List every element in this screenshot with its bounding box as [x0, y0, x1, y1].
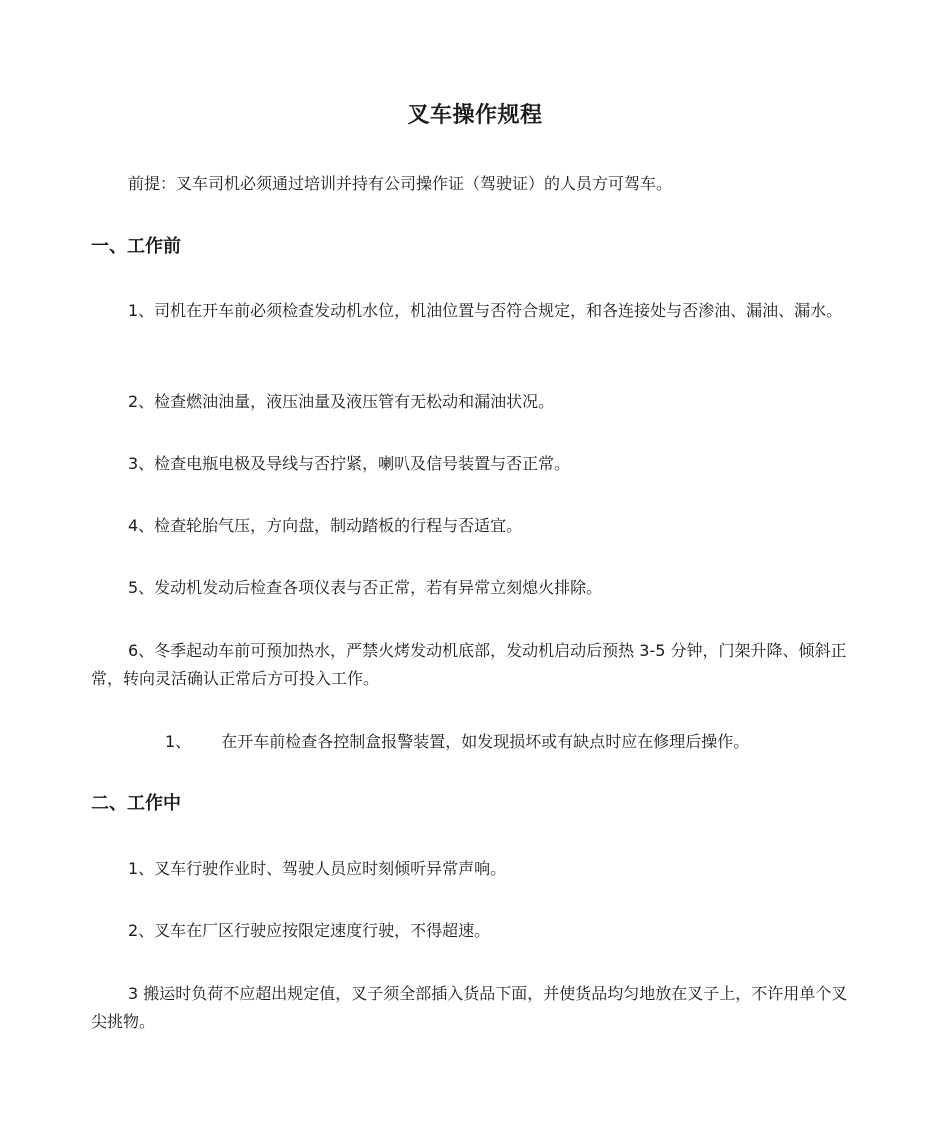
section1-item-5: 5、发动机发动后检查各项仪表与否正常，若有异常立刻熄火排除。: [128, 578, 603, 597]
section1-item-7-text: 在开车前检查各控制盒报警装置，如发现损坏或有缺点时应在修理后操作。: [221, 732, 750, 751]
section1-item-4: 4、检查轮胎气压，方向盘，制动踏板的行程与否适宜。: [128, 516, 523, 535]
section2-item-3: 3 搬运时负荷不应超出规定值，叉子须全部插入货品下面，并使货品均匀地放在叉子上，不许用单个叉尖挑物。: [91, 984, 848, 1031]
section2-item-2: 2、叉车在厂区行驶应按限定速度行驶，不得超速。: [128, 921, 491, 940]
section-heading-during-work: 二、工作中: [91, 793, 181, 814]
section2-item-1: 1、叉车行驶作业时、驾驶人员应时刻倾听异常声响。: [128, 859, 507, 878]
section1-item-3: 3、检查电瓶电极及导线与否拧紧，喇叭及信号装置与否正常。: [128, 454, 571, 473]
premise-paragraph: 前提：叉车司机必须通过培训并持有公司操作证（驾驶证）的人员方可驾车。: [128, 174, 673, 193]
section1-item-6: 6、冬季起动车前可预加热水，严禁火烤发动机底部，发动机启动后预热 3-5 分钟，门架升降、倾斜正常，转向灵活确认正常后方可投入工作。: [91, 641, 847, 688]
section-heading-before-work: 一、工作前: [91, 236, 181, 257]
section1-item-1: 1、司机在开车前必须检查发动机水位，机油位置与否符合规定，和各连接处与否渗油、漏油、漏水。: [128, 301, 843, 320]
section1-item-7-number: 1、: [165, 732, 192, 751]
section1-item-2: 2、检查燃油油量，液压油量及液压管有无松动和漏油状况。: [128, 392, 555, 411]
section1-item-7: [91, 728, 861, 756]
document-title: 叉车操作规程: [407, 103, 543, 128]
